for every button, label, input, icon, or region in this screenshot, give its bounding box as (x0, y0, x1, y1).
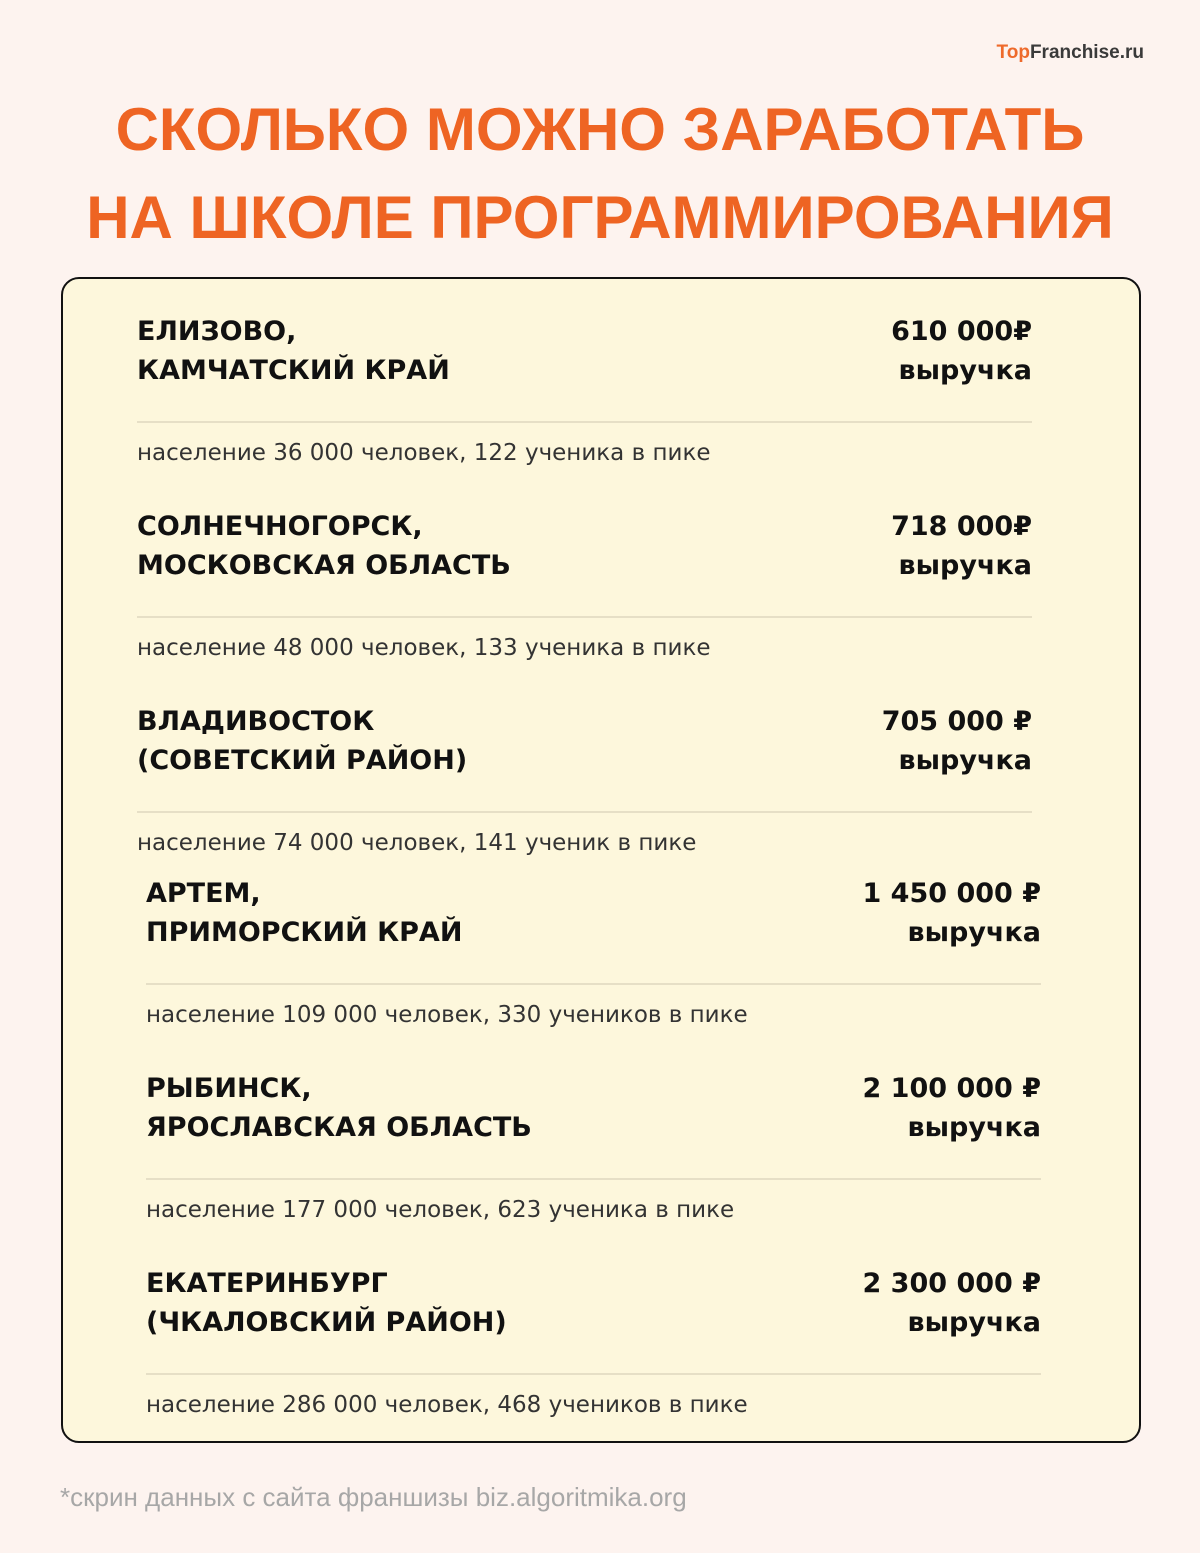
population-text: население 177 000 человек, 623 ученика в пике (146, 1197, 735, 1223)
population-text: население 286 000 человек, 468 учеников в пике (146, 1392, 748, 1418)
revenue (891, 507, 1032, 585)
revenue (882, 702, 1032, 780)
city-name (146, 1069, 532, 1147)
population-text: население 48 000 человек, 133 ученика в пике (137, 635, 711, 661)
city-line: ЕКАТЕРИНБУРГ (146, 1268, 388, 1299)
divider (146, 1178, 1041, 1180)
city-line: ЕЛИЗОВО, (137, 316, 297, 347)
revenue-value: 2 300 000 ₽ (862, 1268, 1041, 1299)
title-text: НА ШКОЛЕ ПРОГРАММИРОВАНИЯ (86, 184, 1114, 251)
revenue (863, 1069, 1042, 1147)
revenue (863, 1264, 1042, 1342)
city-row (137, 312, 1032, 502)
city-line: ЯРОСЛАВСКАЯ ОБЛАСТЬ (146, 1112, 532, 1143)
city-line: РЫБИНСК, (146, 1073, 312, 1104)
revenue (863, 874, 1042, 952)
population-text: население 109 000 человек, 330 учеников в пике (146, 1002, 748, 1028)
divider (137, 421, 1032, 423)
city-name (146, 874, 462, 952)
revenue-value: 1 450 000 ₽ (862, 878, 1041, 909)
city-line: ПРИМОРСКИЙ КРАЙ (146, 917, 463, 948)
revenue-card (61, 277, 1141, 1443)
revenue-label: выручка (907, 917, 1041, 948)
city-name (137, 507, 511, 585)
city-line: МОСКОВСКАЯ ОБЛАСТЬ (137, 550, 511, 581)
divider (137, 811, 1032, 813)
city-row (137, 507, 1032, 697)
revenue-value: 718 000₽ (891, 511, 1032, 542)
city-name (137, 702, 467, 780)
population-text: население 36 000 человек, 122 ученика в пике (137, 440, 711, 466)
topfranchise-logo (997, 42, 1144, 64)
city-line: КАМЧАТСКИЙ КРАЙ (137, 355, 450, 386)
logo-part1: Top (996, 42, 1030, 63)
population-text: население 74 000 человек, 141 ученик в пике (137, 830, 697, 856)
footnote: *скрин данных с сайта франшизы biz.algoritmika.org (60, 1482, 687, 1512)
city-row (146, 874, 1041, 1064)
revenue-label: выручка (907, 1307, 1041, 1338)
revenue-value: 2 100 000 ₽ (862, 1073, 1041, 1104)
page-title-line1 (0, 95, 1200, 165)
city-row (146, 1069, 1041, 1259)
city-name (137, 312, 450, 390)
divider (137, 616, 1032, 618)
logo-part2: Franchise.ru (1029, 42, 1144, 63)
city-line: (ЧКАЛОВСКИЙ РАЙОН) (146, 1307, 507, 1338)
page-title-line2 (0, 183, 1200, 253)
revenue-label: выручка (907, 1112, 1041, 1143)
revenue (891, 312, 1032, 390)
divider (146, 1373, 1041, 1375)
revenue-value: 610 000₽ (891, 316, 1032, 347)
revenue-label: выручка (898, 550, 1032, 581)
city-name (146, 1264, 507, 1342)
revenue-label: выручка (898, 355, 1032, 386)
revenue-label: выручка (898, 745, 1032, 776)
city-line: (СОВЕТСКИЙ РАЙОН) (137, 745, 468, 776)
revenue-value: 705 000 ₽ (881, 706, 1032, 737)
divider (146, 983, 1041, 985)
title-text: СКОЛЬКО МОЖНО ЗАРАБОТАТЬ (115, 96, 1085, 163)
city-line: СОЛНЕЧНОГОРСК, (137, 511, 423, 542)
city-line: АРТЕМ, (146, 878, 261, 909)
city-row (137, 702, 1032, 892)
city-row (146, 1264, 1041, 1454)
city-line: ВЛАДИВОСТОК (137, 706, 375, 737)
